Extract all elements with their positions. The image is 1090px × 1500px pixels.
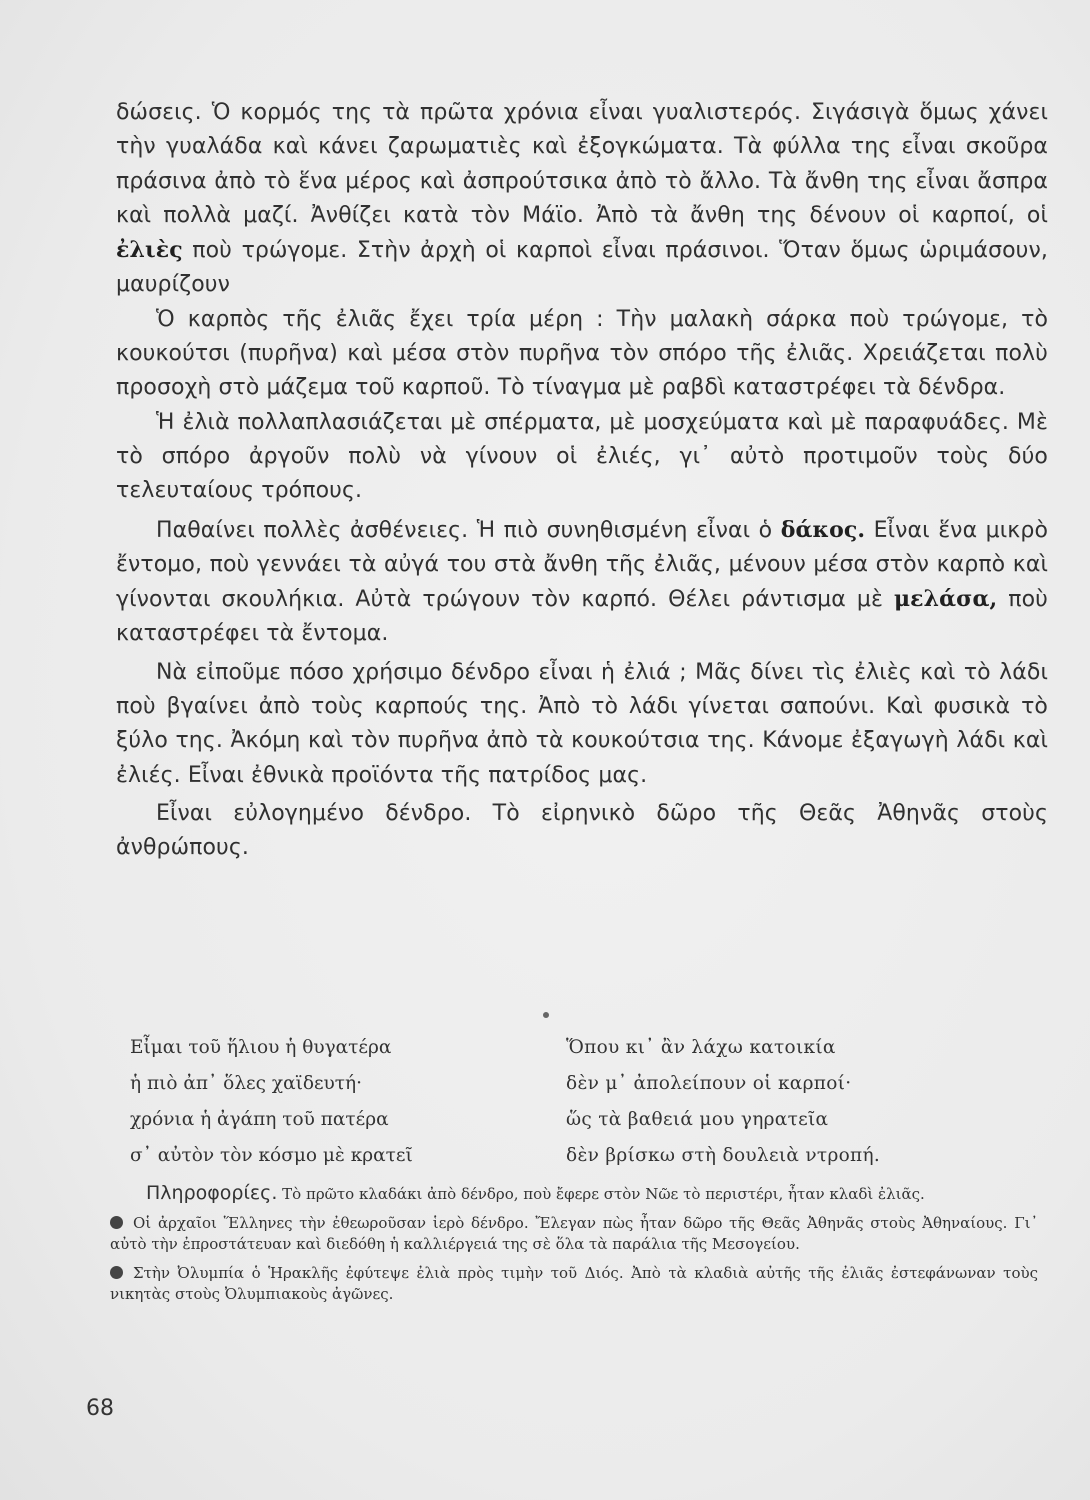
info-section: [110, 1183, 1038, 1313]
info-note-1: [110, 1213, 1038, 1255]
page-number: 68: [86, 1396, 114, 1421]
paragraph-text: ποὺ τρώγομε. Στὴν ἀρχὴ οἱ καρποὶ εἶναι πράσινοι. Ὅταν ὅμως ὡριμάσουν, μαυρίζουν: [116, 238, 1048, 298]
poem-line: Ὅπου κι᾽ ἂν λάχω κατοικία: [566, 1037, 836, 1058]
paragraph-fruit-parts: Ὁ καρπὸς τῆς ἐλιᾶς ἔχει τρία μέρη : Τὴν μαλακὴ σάρκα ποὺ τρώγομε, τὸ κουκούτσι (πυρῆνα) καὶ μέσα στὸν πυρῆνα τὸν σπόρο τῆς ἐλιᾶς. Χρειάζεται πολὺ προσοχὴ στὸ μάζεμα τοῦ καρποῦ. Τὸ τίναγμα μὲ ραβδὶ καταστρέφει τὰ δένδρα.: [116, 306, 1048, 401]
poem-line: Εἶμαι τοῦ ἥλιου ἡ θυγατέρα: [130, 1037, 392, 1058]
paragraph-text: δώσεις. Ὁ κορμός της τὰ πρῶτα χρόνια εἶναι γυαλιστερός. Σιγάσιγὰ ὅμως χάνει τὴν γυαλάδα καὶ κάνει ζαρωματιὲς καὶ ἐξογκώματα. Τὰ φύλλα της εἶναι σκοῦρα πράσινα ἀπὸ τὸ ἕνα μέρος καὶ ἀσπρούτσικα ἀπὸ τὸ ἄλλο. Τὰ ἄνθη της εἶναι ἄσπρα καὶ πολλὰ μαζί. Ἀνθίζει κατὰ τὸν Μάϊο. Ἀπὸ τὰ ἄνθη της δένουν οἱ καρποί, οἱ: [116, 100, 1048, 228]
poem-left-column: [130, 1030, 413, 1174]
paragraph-text: Εἶναι ἕνα μικρὸ ἔντομο, ποὺ γεννάει τὰ αὐγά του στὰ ἄνθη τῆς ἐλιᾶς, μένουν μέσα στὸν καρπὸ καὶ γίνονται σκουλήκια. Αὐτὰ τρώγουν τὸν καρπό. Θέλει ράντισμα μὲ: [116, 517, 1048, 613]
poem-line: ὥς τὰ βαθειά μου γηρατεῖα: [566, 1109, 829, 1130]
printed-dot: [543, 1012, 549, 1018]
poem-right-column: [566, 1030, 880, 1174]
paragraph-propagation: Ἡ ἐλιὰ πολλαπλασιάζεται μὲ σπέρματα, μὲ μοσχεύματα καὶ μὲ παραφυάδες. Μὲ τὸ σπόρο ἀργοῦν πολὺ νὰ γίνουν οἱ ἐλιές, γι᾽ αὐτὸ προτιμοῦν τοὺς δύο τελευταίους τρόπους.: [116, 409, 1048, 504]
bold-term-melasa: μελάσα,: [893, 586, 998, 613]
info-note-text: Στὴν Ὀλυμπία ὁ Ἡρακλῆς ἐφύτεψε ἐλιὰ πρὸς τιμὴν τοῦ Διός. Ἀπὸ τὰ κλαδιὰ αὐτῆς τῆς ἐλιᾶς ἐστεφάνωναν τοὺς νικητὰς στοὺς Ὀλυμπιακοὺς ἀγῶνες.: [110, 1264, 1038, 1303]
poem-line: δὲν βρίσκω στὴ δουλειὰ ντροπή.: [566, 1145, 881, 1166]
paragraph-usefulness: Νὰ εἰποῦμε πόσο χρήσιμο δένδρο εἶναι ἡ ἐλιά ; Μᾶς δίνει τὶς ἐλιὲς καὶ τὸ λάδι ποὺ βγαίνει ἀπὸ τοὺς καρπούς της. Ἀπὸ τὸ λάδι γίνεται σαπούνι. Καὶ φυσικὰ τὸ ξύλο της. Ἀκόμη καὶ τὸν πυρῆνα ἀπὸ τὰ κουκούτσια της. Κάνομε ἐξαγωγὴ λάδι καὶ ἐλιές. Εἶναι ἐθνικὰ προϊόντα τῆς πατρίδος μας.: [116, 659, 1048, 788]
paragraph-text: Παθαίνει πολλὲς ἀσθένειες. Ἡ πιὸ συνηθισμένη εἶναι ὁ: [156, 517, 773, 543]
poem-line: χρόνια ἡ ἀγάπη τοῦ πατέρα: [130, 1109, 389, 1130]
bullet-icon: [110, 1216, 123, 1229]
poem-line: δὲν μ᾽ ἀπολείπουν οἱ καρποί·: [566, 1073, 852, 1094]
main-text: [116, 96, 1048, 866]
paragraph-diseases: [116, 513, 1048, 652]
paragraph-blessed-tree: Εἶναι εὐλογημένο δένδρο. Τὸ εἰρηνικὸ δῶρο τῆς Θεᾶς Ἀθηνᾶς στοὺς ἀνθρώπους.: [116, 800, 1048, 861]
bold-term-olives: ἐλιὲς: [116, 237, 183, 264]
bold-term-dakos: δάκος.: [780, 516, 866, 543]
paragraph-text: ποὺ καταστρέφει τὰ ἔντομα.: [116, 587, 1049, 647]
bullet-icon: [110, 1266, 123, 1279]
info-note-text: Οἱ ἀρχαῖοι Ἕλληνες τὴν ἐθεωροῦσαν ἱερὸ δένδρο. Ἔλεγαν πὼς ἦταν δῶρο τῆς Θεᾶς Ἀθηνᾶς στοὺς Ἀθηναίους. Γι᾽ αὐτὸ τὴν ἐπροστάτευαν καὶ διεδόθη ἡ καλλιέργειά της σὲ ὅλα τὰ παράλια τῆς Μεσογείου.: [110, 1214, 1038, 1253]
poem-line: σ᾽ αὐτὸν τὸν κόσμο μὲ κρατεῖ: [130, 1145, 413, 1166]
poem-line: ἡ πιὸ ἀπ᾽ ὅλες χαϊδευτή·: [130, 1073, 362, 1094]
info-lead: [110, 1183, 1038, 1205]
info-label: Πληροφορίες.: [146, 1182, 278, 1204]
paragraph-description: [116, 96, 1048, 303]
info-note-2: [110, 1263, 1038, 1305]
info-lead-text: Τὸ πρῶτο κλαδάκι ἀπὸ δένδρο, ποὺ ἔφερε στὸν Νῶε τὸ περιστέρι, ἦταν κλαδὶ ἐλιᾶς.: [282, 1185, 925, 1203]
